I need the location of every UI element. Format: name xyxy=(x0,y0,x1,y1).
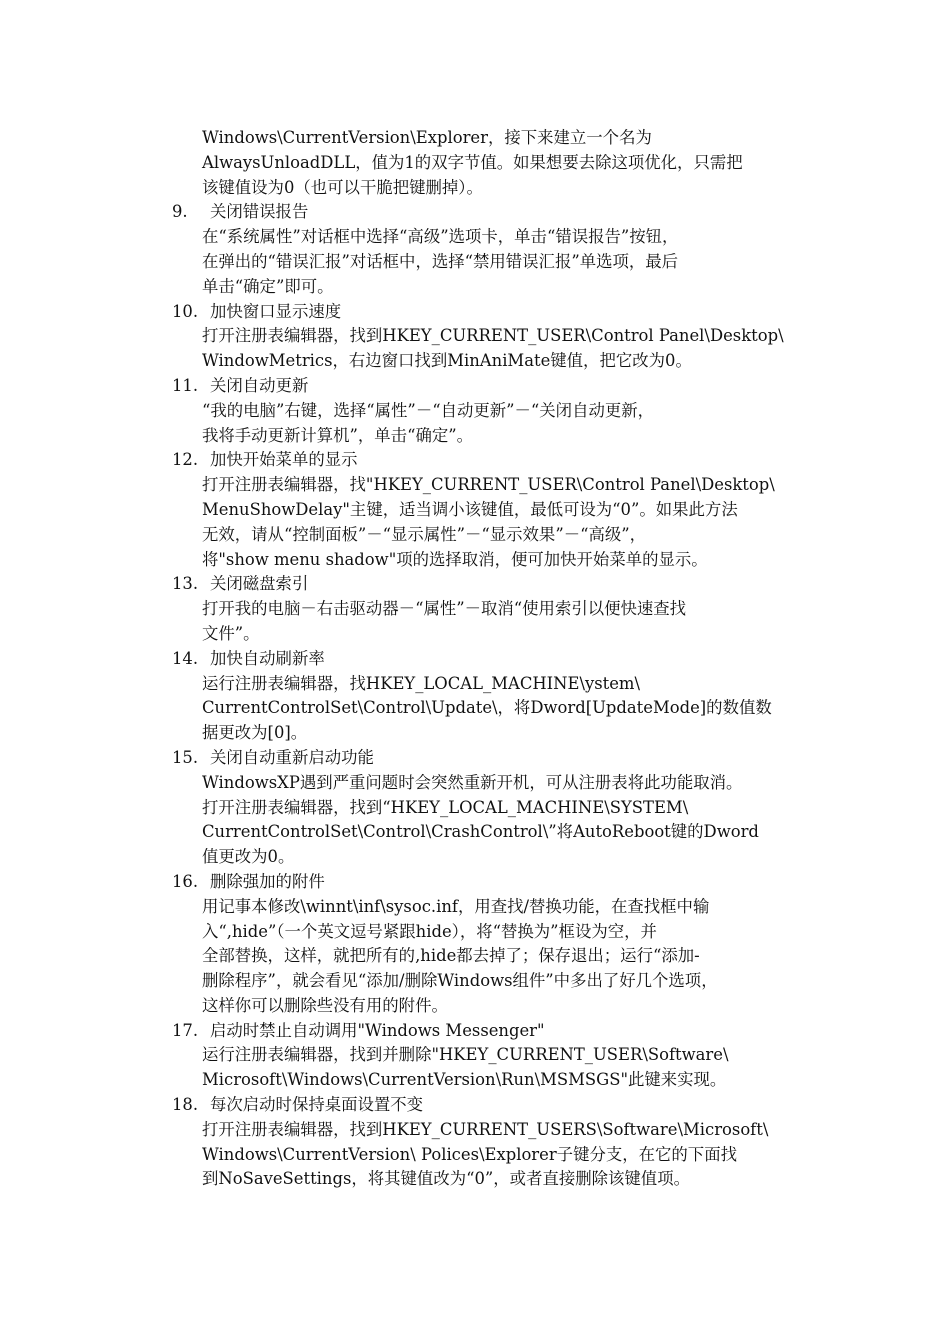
section-heading xyxy=(172,200,822,225)
section-title: 启动时禁止自动调用"Windows Messenger" xyxy=(210,1020,545,1040)
section-number: 10. xyxy=(172,301,199,321)
section-title: 关闭自动重新启动功能 xyxy=(210,747,374,767)
section-body-line: 文件”。 xyxy=(202,623,260,643)
section-heading xyxy=(172,647,822,672)
section-body-line: 入“,hide”（一个英文逗号紧跟hide），将“替换为”框设为空，并 xyxy=(202,921,657,941)
section-heading xyxy=(172,448,822,473)
section-title: 删除强加的附件 xyxy=(210,871,325,891)
section-body-line: 单击“确定”即可。 xyxy=(202,276,334,296)
sections-list xyxy=(172,200,822,1192)
section-number: 14. xyxy=(172,648,199,668)
section-body-line: 在弹出的“错误汇报”对话框中，选择“禁用错误汇报”单选项，最后 xyxy=(202,251,679,271)
section-body-line: 据更改为[0]。 xyxy=(202,723,308,743)
section-heading xyxy=(172,870,822,895)
section-heading xyxy=(172,746,822,771)
section-body-line: 全部替换，这样，就把所有的,hide都去掉了；保存退出；运行“添加- xyxy=(202,946,700,966)
document-body xyxy=(172,126,822,1192)
section-body-line: 打开注册表编辑器，找到HKEY_CURRENT_USER\Control Panel\Desktop\ xyxy=(202,326,784,346)
section-body-line: 我将手动更新计算机”，单击“确定”。 xyxy=(202,425,473,445)
section-body-line: 值更改为0。 xyxy=(202,847,295,867)
section-body-line: MenuShowDelay"主键，适当调小该键值，最低可设为“0”。如果此方法 xyxy=(202,499,738,519)
section-number: 9. xyxy=(172,202,188,222)
section-title: 关闭磁盘索引 xyxy=(210,574,309,594)
intro-line: AlwaysUnloadDLL，值为1的双字节值。如果想要去除这项优化，只需把 xyxy=(202,152,743,172)
section-body-line: Microsoft\Windows\CurrentVersion\Run\MSMSGS"此键来实现。 xyxy=(202,1070,727,1090)
intro-line: 该键值设为0（也可以干脆把键删掉）。 xyxy=(202,177,483,197)
section-body-line: 打开注册表编辑器，找到“HKEY_LOCAL_MACHINE\SYSTEM\ xyxy=(202,797,689,817)
section-body-line: 打开注册表编辑器，找到HKEY_CURRENT_USERS\Software\Microsoft\ xyxy=(202,1119,769,1139)
section-heading xyxy=(172,300,822,325)
section-title: 关闭自动更新 xyxy=(210,375,309,395)
section-body-line: 运行注册表编辑器，找到并删除"HKEY_CURRENT_USER\Software\ xyxy=(202,1045,729,1065)
section-body-line: 运行注册表编辑器，找HKEY_LOCAL_MACHINE\ystem\ xyxy=(202,673,640,693)
section-number: 15. xyxy=(172,747,199,767)
section-body-line: 打开注册表编辑器，找"HKEY_CURRENT_USER\Control Panel\Desktop\ xyxy=(202,475,775,495)
section-title: 加快开始菜单的显示 xyxy=(210,450,358,470)
section-body-line: Windows\CurrentVersion\ Polices\Explorer子键分支，在它的下面找 xyxy=(202,1144,737,1164)
section-heading xyxy=(172,1019,822,1044)
section-number: 11. xyxy=(172,375,199,395)
section-heading xyxy=(172,374,822,399)
section-body-line: WindowMetrics，右边窗口找到MinAniMate键值，把它改为0。 xyxy=(202,351,692,371)
section-body-line: 到NoSaveSettings，将其键值改为“0”，或者直接删除该键值项。 xyxy=(202,1169,690,1189)
section-body-line: 这样你可以删除些没有用的附件。 xyxy=(202,995,448,1015)
section-body-line: 在“系统属性”对话框中选择“高级”选项卡，单击“错误报告”按钮， xyxy=(202,227,679,247)
section-number: 12. xyxy=(172,450,199,470)
section-number: 18. xyxy=(172,1095,199,1115)
section-body-line: WindowsXP遇到严重问题时会突然重新开机，可从注册表将此功能取消。 xyxy=(202,772,743,792)
section-heading xyxy=(172,572,822,597)
section-number: 16. xyxy=(172,871,199,891)
section-title: 加快自动刷新率 xyxy=(210,648,325,668)
section-number: 13. xyxy=(172,574,199,594)
section-body-line: 用记事本修改\winnt\inf\sysoc.inf，用查找/替换功能，在查找框中输 xyxy=(202,896,710,916)
intro-line: Windows\CurrentVersion\Explorer，接下来建立一个名为 xyxy=(202,128,652,147)
section-body-line: CurrentControlSet\Control\Update\，将Dword[UpdateMode]的数值数 xyxy=(202,698,772,718)
section-body-line: 打开我的电脑－右击驱动器－“属性”－取消“使用索引以便快速查找 xyxy=(202,599,687,619)
section-heading xyxy=(172,1093,822,1118)
section-body-line: “我的电脑”右键，选择“属性”－“自动更新”－“关闭自动更新， xyxy=(202,400,655,420)
section-body-line: 将"show menu shadow"项的选择取消，便可加快开始菜单的显示。 xyxy=(202,549,708,569)
section-title: 每次启动时保持桌面设置不变 xyxy=(210,1095,424,1115)
section-title: 关闭错误报告 xyxy=(210,202,309,222)
section-body-line: CurrentControlSet\Control\CrashControl\”将AutoReboot键的Dword xyxy=(202,822,759,842)
section-number: 17. xyxy=(172,1020,199,1040)
section-title: 加快窗口显示速度 xyxy=(210,301,342,321)
section-body-line: 删除程序”，就会看见“添加/删除Windows组件”中多出了好几个选项， xyxy=(202,971,718,991)
section-body-line: 无效，请从“控制面板”－“显示属性”－“显示效果”－“高级”， xyxy=(202,524,647,544)
